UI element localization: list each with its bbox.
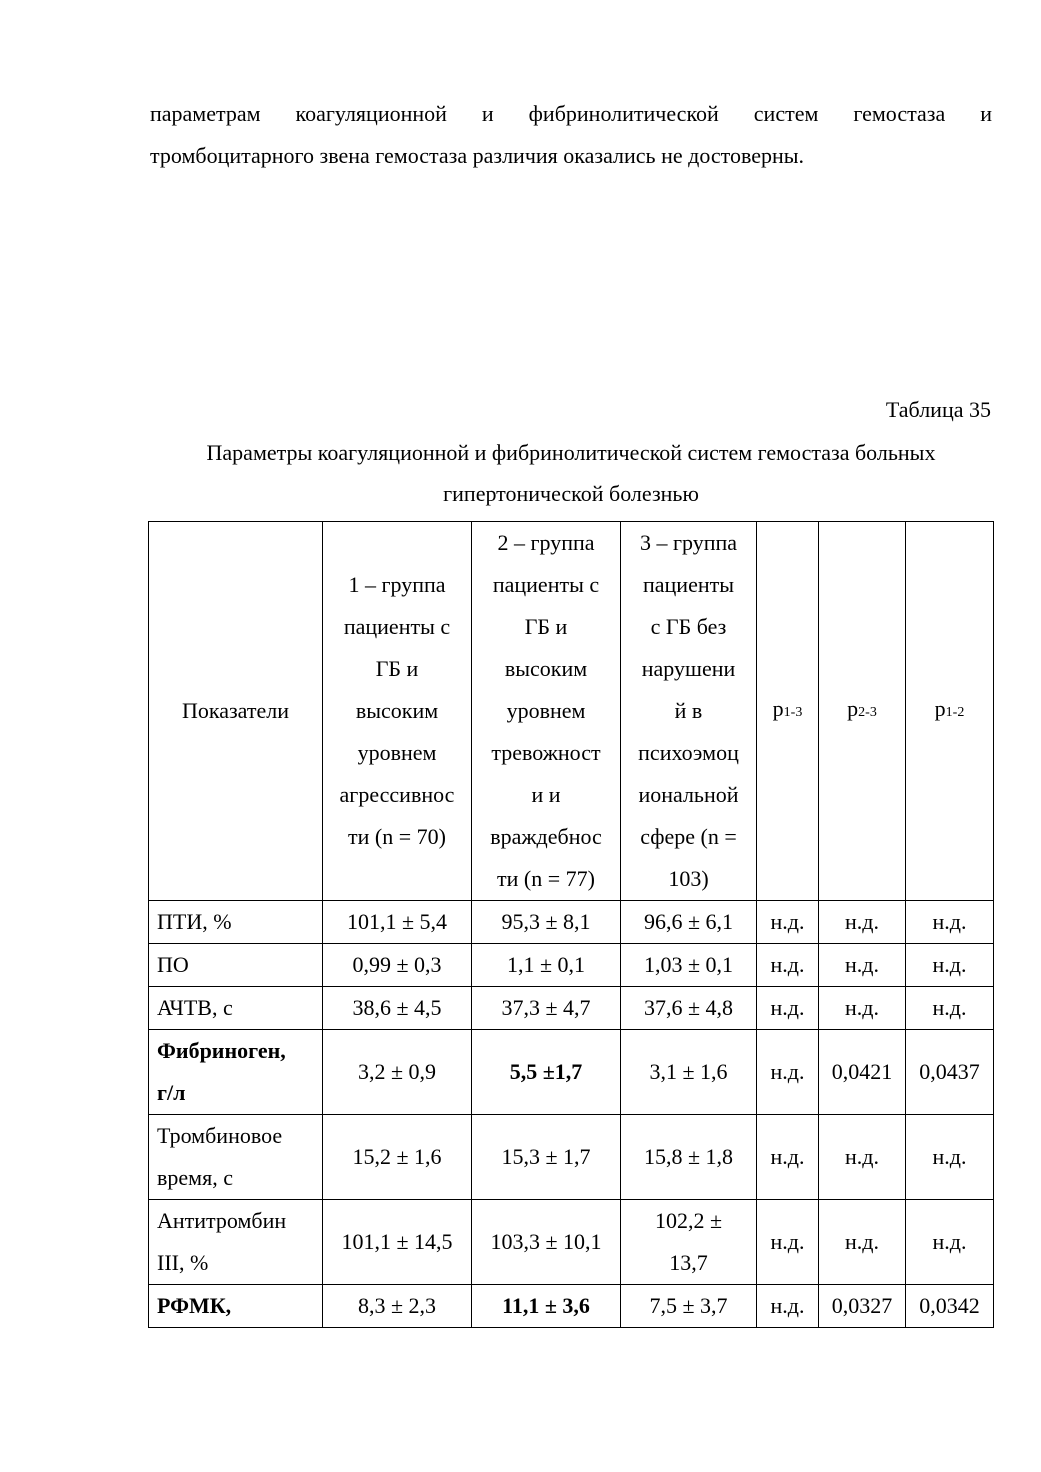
cell-p-1-3: н.д. xyxy=(757,987,819,1030)
cell-group-1: 8,3 ± 2,3 xyxy=(323,1285,472,1328)
cell-group-2: 95,3 ± 8,1 xyxy=(472,901,621,944)
table-caption-line-1: Параметры коагуляционной и фибринолитической систем гемостаза больных xyxy=(206,440,936,465)
cell-p-2-3: н.д. xyxy=(819,987,906,1030)
header-group-1: 1 – группа пациенты с ГБ и высоким уровнем агрессивнос ти (n = 70) xyxy=(323,522,472,901)
header-p-2-3-sub: 2-3 xyxy=(858,705,877,720)
cell-group-2: 11,1 ± 3,6 xyxy=(472,1285,621,1328)
cell-p-1-2: н.д. xyxy=(906,944,994,987)
cell-p-2-3: н.д. xyxy=(819,1200,906,1285)
cell-group-2: 37,3 ± 4,7 xyxy=(472,987,621,1030)
body-text-line-2: тромбоцитарного звена гемостаза различия оказались не достоверны. xyxy=(150,143,805,168)
cell-group-3: 3,1 ± 1,6 xyxy=(621,1030,757,1115)
table-caption xyxy=(150,432,992,514)
cell-group-3: 1,03 ± 0,1 xyxy=(621,944,757,987)
header-p-1-3-sub: 1-3 xyxy=(783,705,803,720)
cell-p-1-2: 0,0437 xyxy=(906,1030,994,1115)
cell-p-1-3: н.д. xyxy=(757,901,819,944)
cell-group-1: 101,1 ± 5,4 xyxy=(323,901,472,944)
cell-p-1-2: н.д. xyxy=(906,901,994,944)
cell-group-1: 15,2 ± 1,6 xyxy=(323,1115,472,1200)
table-caption-line-2: гипертонической болезнью xyxy=(443,481,699,506)
cell-group-3: 37,6 ± 4,8 xyxy=(621,987,757,1030)
cell-group-1: 38,6 ± 4,5 xyxy=(323,987,472,1030)
cell-group-2: 5,5 ±1,7 xyxy=(472,1030,621,1115)
cell-p-1-3: н.д. xyxy=(757,1115,819,1200)
table-row-rfmk xyxy=(149,1285,994,1328)
row-label: Тромбиновое время, с xyxy=(149,1115,323,1200)
header-p-2-3-base: p xyxy=(847,696,859,721)
cell-p-1-3: н.д. xyxy=(757,944,819,987)
header-indicator: Показатели xyxy=(149,522,323,901)
cell-group-1: 0,99 ± 0,3 xyxy=(323,944,472,987)
header-p-1-3 xyxy=(757,522,819,901)
cell-group-3: 96,6 ± 6,1 xyxy=(621,901,757,944)
table-row-po xyxy=(149,944,994,987)
cell-group-3: 7,5 ± 3,7 xyxy=(621,1285,757,1328)
cell-p-1-2: 0,0342 xyxy=(906,1285,994,1328)
row-label: РФМК, xyxy=(149,1285,323,1328)
cell-p-1-2: н.д. xyxy=(906,1200,994,1285)
header-group-2: 2 – группа пациенты с ГБ и высоким уровнем тревожност и и враждебнос ти (n = 77) xyxy=(472,522,621,901)
cell-p-1-3: н.д. xyxy=(757,1285,819,1328)
cell-p-2-3: 0,0421 xyxy=(819,1030,906,1115)
header-group-3: 3 – группа пациенты с ГБ без нарушени й в психоэмоц иональной сфере (n = 103) xyxy=(621,522,757,901)
cell-group-2: 103,3 ± 10,1 xyxy=(472,1200,621,1285)
header-p-1-3-base: p xyxy=(772,696,784,721)
cell-group-2: 1,1 ± 0,1 xyxy=(472,944,621,987)
table-header-row xyxy=(149,522,994,901)
header-p-1-2-base: p xyxy=(934,696,946,721)
cell-p-1-3: н.д. xyxy=(757,1030,819,1115)
row-label: Фибриноген, г/л xyxy=(149,1030,323,1115)
cell-group-1: 3,2 ± 0,9 xyxy=(323,1030,472,1115)
table-row-fibrinogen xyxy=(149,1030,994,1115)
cell-p-1-3: н.д. xyxy=(757,1200,819,1285)
table-row-pti xyxy=(149,901,994,944)
cell-p-2-3: н.д. xyxy=(819,944,906,987)
cell-p-2-3: 0,0327 xyxy=(819,1285,906,1328)
row-label: АЧТВ, с xyxy=(149,987,323,1030)
cell-p-1-2: н.д. xyxy=(906,987,994,1030)
cell-group-3: 15,8 ± 1,8 xyxy=(621,1115,757,1200)
cell-group-2: 15,3 ± 1,7 xyxy=(472,1115,621,1200)
cell-group-3: 102,2 ± 13,7 xyxy=(621,1200,757,1285)
row-label: ПО xyxy=(149,944,323,987)
cell-p-1-2: н.д. xyxy=(906,1115,994,1200)
cell-p-2-3: н.д. xyxy=(819,1115,906,1200)
table-row-thrombin-time xyxy=(149,1115,994,1200)
body-text-line-1: параметрам коагуляционной и фибринолитической систем гемостаза и xyxy=(150,101,992,126)
row-label: ПТИ, % xyxy=(149,901,323,944)
cell-group-1: 101,1 ± 14,5 xyxy=(323,1200,472,1285)
cell-p-2-3: н.д. xyxy=(819,901,906,944)
hemostasis-table xyxy=(148,521,994,1328)
header-p-2-3 xyxy=(819,522,906,901)
row-label: Антитромбин III, % xyxy=(149,1200,323,1285)
header-p-1-2-sub: 1-2 xyxy=(945,705,965,720)
table-row-antithrombin xyxy=(149,1200,994,1285)
table-number: Таблица 35 xyxy=(885,397,991,422)
table-row-achtv xyxy=(149,987,994,1030)
header-p-1-2 xyxy=(906,522,994,901)
